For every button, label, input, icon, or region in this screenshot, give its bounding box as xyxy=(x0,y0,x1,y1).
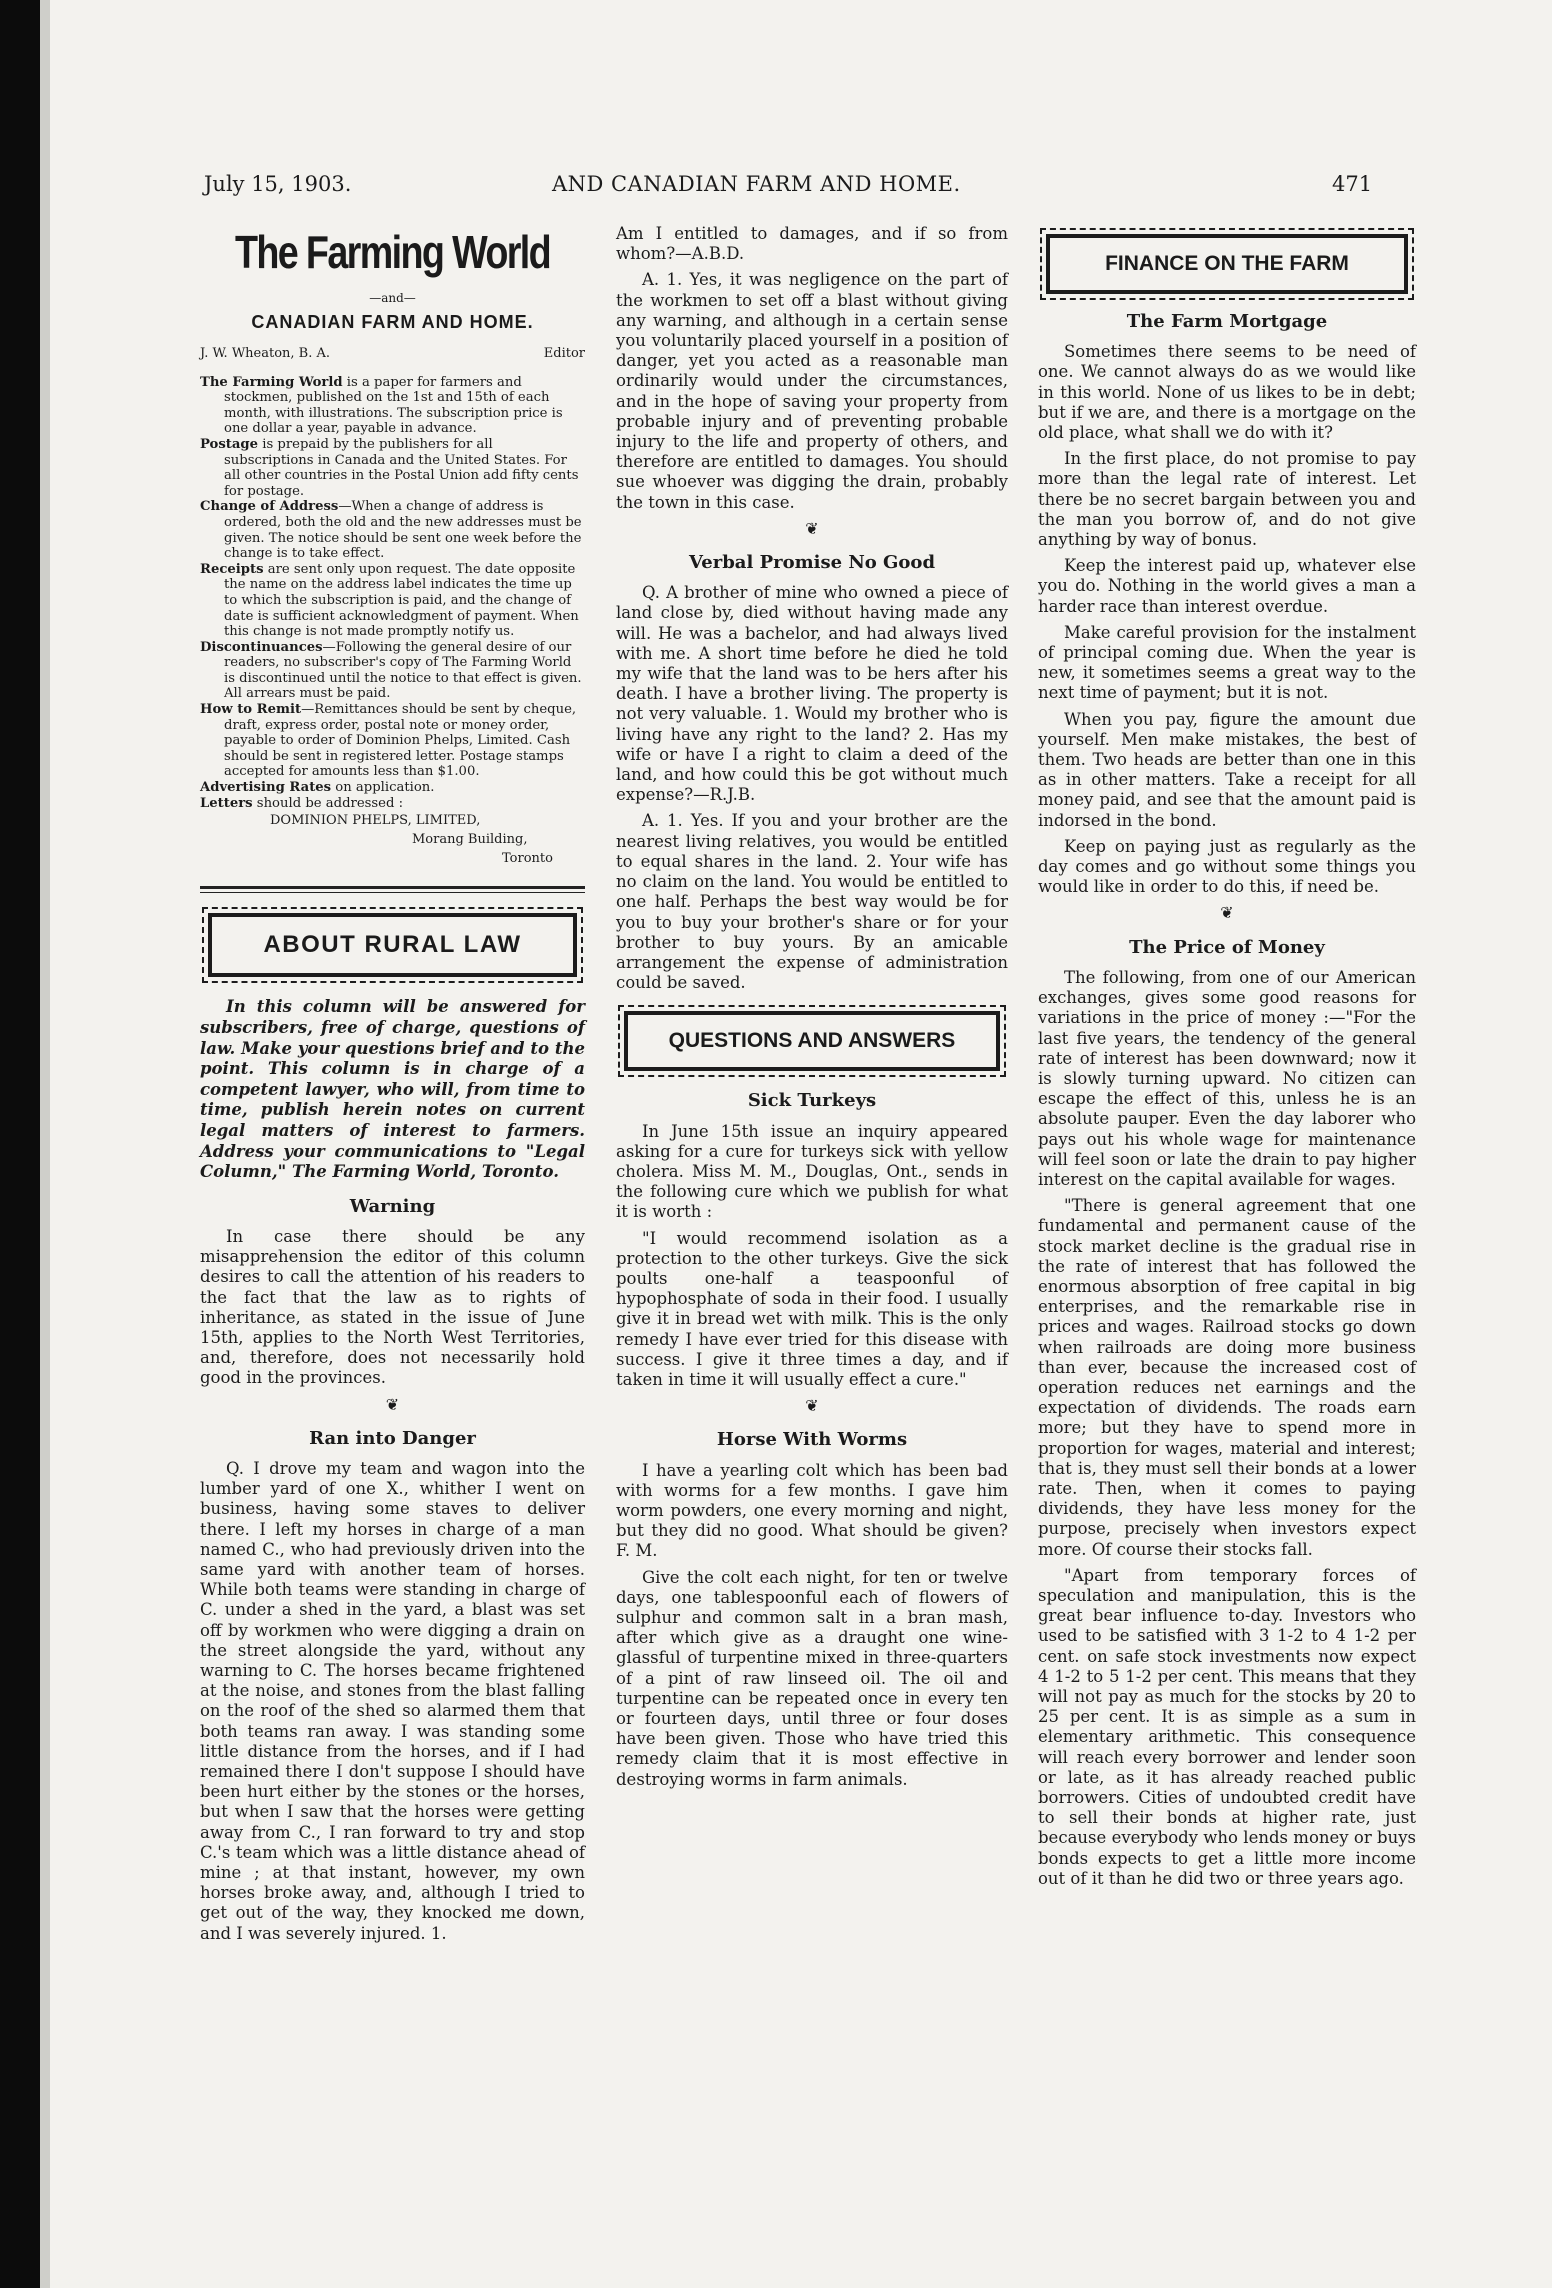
about-rural-law-box: ABOUT RURAL LAW xyxy=(208,913,577,977)
header-date: July 15, 1903. xyxy=(204,172,352,196)
ran-into-danger-heading: Ran into Danger xyxy=(309,1427,476,1449)
ran-into-danger-question: Q. I drove my team and wagon into the lumber yard of one X., whither I went on business, having some staves to deliver there. I left my horses in charge of a man named C., who had previously driven into the same yard with another team of horses. While both teams were standing in charge of C. under a shed in the yard, a blast was set off by workmen who were digging a drain on the street alongside the yard, without any warning to C. The horses became frightened at the noise, and stones from the blast falling on the roof of the shed so alarmed them that both teams ran away. I was standing some little distance from the horses, and if I had remained there I don't suppose I should have been hurt either by the stones or the horses, but when I saw that the horses were getting away from C., I ran forward to try and stop C.'s team which was a little distance ahead of mine ; at that instant, however, my own horses broke away, and, although I tried to get out of the way, they knocked me down, and I was severely injured. 1. xyxy=(200,1459,585,1943)
mortgage-paragraph: When you pay, figure the amount due yourself. Men make mistakes, the best of them. Two heads are better than one in this as in other matters. Take a receipt for all money paid, and see that the amount paid is indorsed in the bond. xyxy=(1038,709,1416,830)
editor-name: J. W. Wheaton, B. A. xyxy=(200,346,331,362)
farm-mortgage-heading: The Farm Mortgage xyxy=(1126,311,1328,332)
ornament-icon: ❦ xyxy=(385,1394,400,1414)
terms-item: Letters should be addressed : xyxy=(200,795,404,811)
mortgage-paragraph: In the first place, do not promise to pay more than the legal rate of interest. Let there be no secret bargain between you and the man you borrow of, and do not give anything by way of bonus. xyxy=(1038,449,1416,550)
subscription-terms xyxy=(200,375,585,812)
terms-item: How to Remit—Remittances should be sent by cheque, draft, express order, postal note or money order, payable to order of Dominion Phelps, Limited. Cash should be sent in registered letter. Postage stamps accepted for amounts less than $1.00. xyxy=(200,702,577,780)
mortgage-paragraph: Keep on paying just as regularly as the day comes and go without some things you would like in order to do this, if need be. xyxy=(1038,836,1416,897)
mortgage-paragraph: Make careful provision for the instalment of principal coming due. When the year is new, it sometimes seems a great way to the next time of payment; but it is not. xyxy=(1038,622,1416,703)
price-paragraph: The following, from one of our American exchanges, gives some good reasons for variations in the price of money :—"For the last five years, the tendency of the general rate of interest has been downward; now it is slowly turning upward. No citizen can escape the effect of this, unless he is an absolute pauper. Even the day laborer who pays out his whole wage for maintenance will feel soon or late the drain to pay higher interest on the capital available for wages. xyxy=(1038,967,1416,1189)
rural-law-intro: In this column will be answered for subscribers, free of charge, questions of law. Make your questions brief and to the point. This column is in charge of a competent lawyer, who will, from time to time, publish herein notes on current legal matters of interest to farmers. Address your communications to "Legal Column," The Farming World, Toronto. xyxy=(200,997,585,1182)
questions-and-answers-box: QUESTIONS AND ANSWERS xyxy=(624,1011,1000,1071)
newspaper-page xyxy=(40,0,1552,2288)
warning-heading: Warning xyxy=(349,1195,436,1217)
mortgage-paragraph: Keep the interest paid up, whatever else you do. Nothing in the world gives a man a harder race than interest overdue. xyxy=(1038,556,1416,616)
price-paragraph: "Apart from temporary forces of speculation and manipulation, this is the great bear influence to-day. Investors who used to be satisfied with 3 1-2 to 4 1-2 per cent. on safe stock investments now expect 4 1-2 to 5 1-2 per cent. This means that they will not pay as much for the stocks by 20 to 25 per cent. It is as simple as a sum in elementary arithmetic. This consequence will reach every borrower and lender soon or late, as it has already reached public borrowers. Cities of undoubted credit have to sell their bonds at higher rate, just because everybody who lends money or buys bonds expects to get a little more income out of it than he did two or three years ago. xyxy=(1038,1565,1416,1888)
terms-item: Advertising Rates on application. xyxy=(200,780,435,796)
horse-with-worms-answer: Give the colt each night, for ten or twelve days, one tablespoonful each of flowers of sulphur and common salt in a bran mash, after which give as a draught one wine-glassful of turpentine mixed in three-quarters of a pint of raw linseed oil. The oil and turpentine can be repeated once in every ten or fourteen days, until three or four doses have been given. Those who have tried this remedy claim that it is most effective in destroying worms in farm animals. xyxy=(616,1567,1008,1789)
masthead-subtitle: CANADIAN FARM AND HOME. xyxy=(251,312,534,333)
masthead-and: —and— xyxy=(369,291,416,305)
horse-with-worms-question: I have a yearling colt which has been bad with worms for a few months. I gave him worm powders, one every morning and night, but they did no good. What should be given? F. M. xyxy=(616,1460,1008,1561)
price-of-money-heading: The Price of Money xyxy=(1129,936,1325,958)
ornament-icon: ❦ xyxy=(805,1396,819,1416)
masthead-editor xyxy=(200,344,585,364)
double-rule-divider xyxy=(200,886,585,893)
danger-question-continued: Am I entitled to damages, and if so from whom?—A.B.D. xyxy=(616,224,1008,264)
terms-item: Discontinuances—Following the general desire of our readers, no subscriber's copy of The Farming World is discontinued until the notice to that effect is given. All arrears must be paid. xyxy=(200,639,582,702)
ornament-icon: ❦ xyxy=(805,518,819,538)
terms-item: Receipts are sent only upon request. The date opposite the name on the address label indicates the time up to which the subscription is paid, and the change of date is sufficient acknowledgment of payment. When this change is not made promptly notify us. xyxy=(200,561,579,640)
verbal-promise-answer: A. 1. Yes. If you and your brother are the nearest living relatives, you would be entitled to equal shares in the land. 2. Your wife has no claim on the land. You would be entitled to one half. Perhaps the best way would be for you to buy your brother's share or for your brother to buy yours. By an amicable arrangement the expense of administration could be saved. xyxy=(616,811,1008,993)
warning-text: In case there should be any misapprehension the editor of this column desires to call the attention of his readers to the fact that the law as to rights of inheritance, as stated in the issue of June 15th, applies to the North West Territories, and, therefore, does not necessarily hold good in the provinces. xyxy=(200,1226,585,1388)
terms-item: The Farming World is a paper for farmers and stockmen, published on the 1st and 15th of each month, with illustrations. The subscription price is one dollar a year, payable in advance. xyxy=(200,374,563,437)
terms-item: Postage is prepaid by the publishers for all subscriptions in Canada and the United States. For all other countries in the Postal Union add fifty cents for postage. xyxy=(200,436,579,499)
column-1 xyxy=(200,222,585,1950)
sick-turkeys-heading: Sick Turkeys xyxy=(747,1090,877,1112)
column-3 xyxy=(1038,222,1416,1895)
sick-turkeys-intro: In June 15th issue an inquiry appeared asking for a cure for turkeys sick with yellow cholera. Miss M. M., Douglas, Ont., sends in the following cure which we publish for what it is worth : xyxy=(616,1121,1008,1222)
danger-answer: A. 1. Yes, it was negligence on the part of the workmen to set off a blast without giving any warning, and although in a certain sense you voluntarily placed yourself in a position of danger, yet you acted as a reasonable man ordinarily would under the circumstances, and in the hope of saving your property from probable injury and of preventing probable injury to the life and property of others, and therefore are entitled to damages. You should sue whoever was digging the drain, probably the town in this case. xyxy=(616,270,1008,512)
finance-on-the-farm-box: FINANCE ON THE FARM xyxy=(1046,234,1408,294)
masthead-title: The Farming World xyxy=(234,226,551,278)
horse-with-worms-heading: Horse With Worms xyxy=(716,1429,908,1451)
page-edge xyxy=(40,0,50,2288)
mortgage-paragraph: Sometimes there seems to be need of one. We cannot always do as we would like in this world. None of us likes to be in debt; but if we are, and there is a mortgage on the old place, what shall we do with it? xyxy=(1038,342,1416,443)
header-running-title: AND CANADIAN FARM AND HOME. xyxy=(552,172,961,196)
ornament-icon: ❦ xyxy=(1220,903,1234,923)
column-2 xyxy=(616,224,1008,1796)
verbal-promise-heading: Verbal Promise No Good xyxy=(688,552,936,574)
header-page-number: 471 xyxy=(1332,172,1373,196)
verbal-promise-question: Q. A brother of mine who owned a piece of land close by, died without having made any will. He was a bachelor, and had always lived with me. A short time before he died he told my wife that the land was to be hers after his death. I have a brother living. The property is not very valuable. 1. Would my brother who is living have any right to the land? 2. Has my wife or have I a right to claim a deed of the land, and how could this be got without much expense?—R.J.B. xyxy=(616,583,1008,805)
editor-label: Editor xyxy=(543,346,585,362)
price-paragraph: "There is general agreement that one fundamental and permanent cause of the stock market decline is the gradual rise in the rate of interest that has followed the enormous absorption of free capital in big enterprises, and the remarkable rise in prices and wages. Railroad stocks go down when railroads are doing more business than ever, because the increased cost of operation reduces net earnings and the expectation of dividends. The roads earn more; but they have to spend more in proportion for wages, material and interest; that is, they must sell their bonds at a lower rate. Then, when it comes to paying dividends, they have less money for the purpose, precisely when investors expect more. Of course their stocks fall. xyxy=(1038,1196,1416,1559)
publisher-address: DOMINION PHELPS, LIMITED, Morang Building, Toronto xyxy=(270,813,553,867)
sick-turkeys-quote: "I would recommend isolation as a protection to the other turkeys. Give the sick poults one-half a teaspoonful of hypophosphate of soda in their food. I usually give it in bread wet with milk. This is the only remedy I have ever tried for this disease with success. I give it three times a day, and if taken in time it will usually effect a cure." xyxy=(616,1228,1008,1389)
masthead xyxy=(200,228,585,365)
terms-item: Change of Address—When a change of address is ordered, both the old and the new addresses must be given. The notice should be sent one week before the change is to take effect. xyxy=(200,499,582,562)
